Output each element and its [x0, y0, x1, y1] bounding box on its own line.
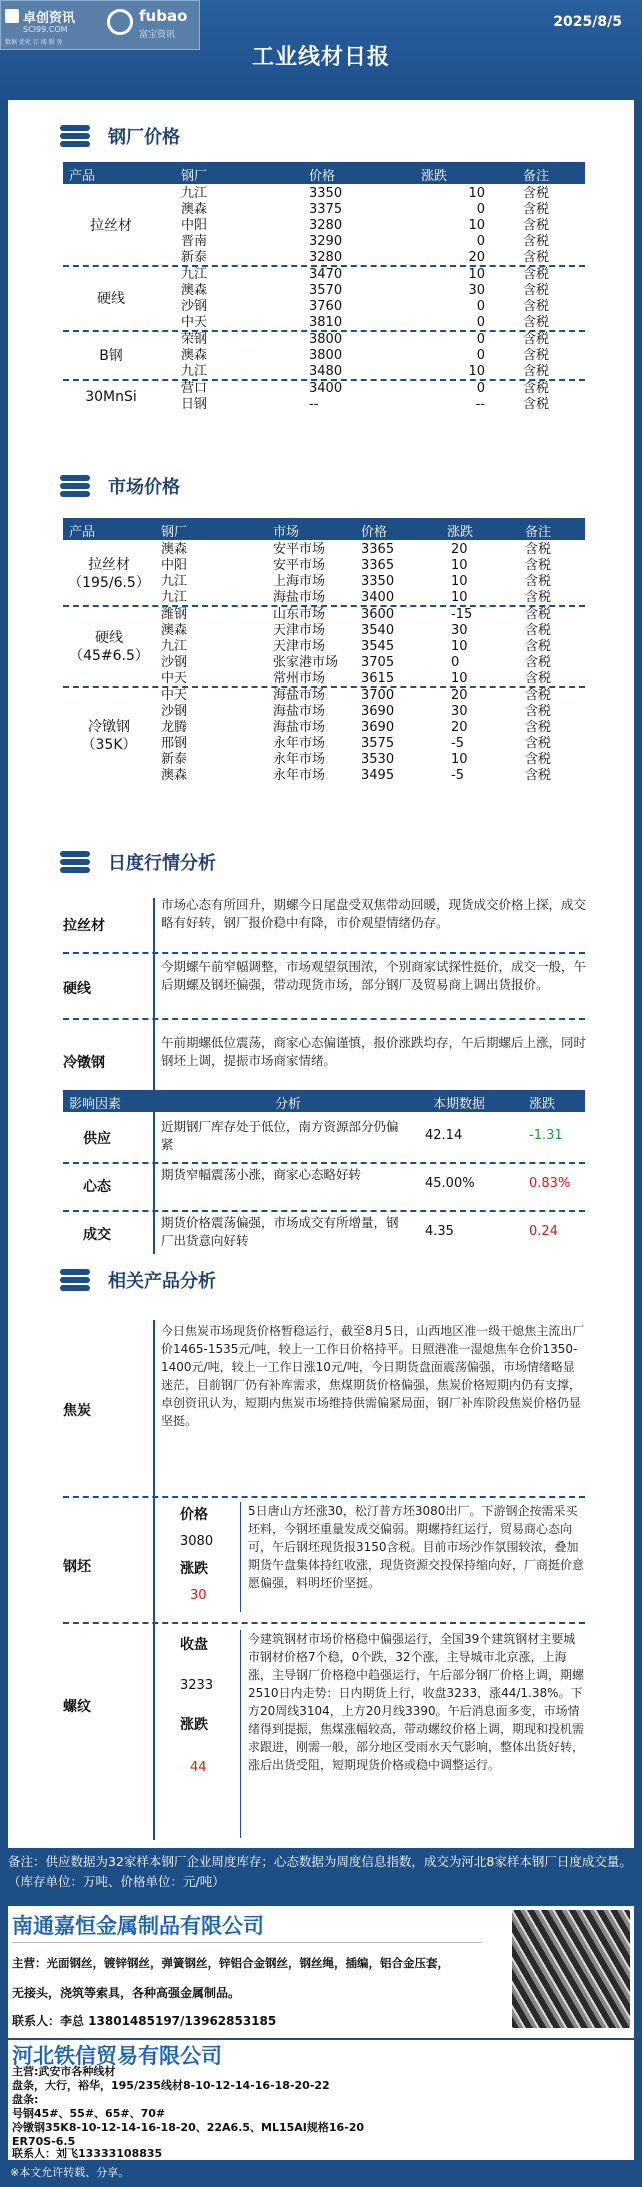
divider [240, 1630, 241, 1838]
market-name: 安平市场 [273, 542, 326, 557]
section-title: 相关产品分析 [108, 1271, 216, 1292]
note: 含税 [523, 332, 550, 347]
factor-row [63, 1116, 585, 1160]
mill-name: 营口 [181, 381, 208, 396]
mill-name: 九江 [161, 590, 188, 605]
price: 3690 [361, 720, 395, 735]
divider [153, 1320, 155, 1840]
market-name: 上海市场 [273, 574, 326, 589]
group-label [63, 556, 155, 592]
change: 20 [468, 250, 485, 265]
price: 3290 [309, 234, 343, 249]
mill-price-table [63, 162, 585, 454]
mill-name: 沙钢 [161, 655, 188, 670]
mill-name: 澳森 [161, 542, 188, 557]
price: 3700 [361, 688, 395, 703]
change: 10 [451, 752, 468, 767]
col-header: 涨跌 [421, 169, 448, 184]
analysis-text: 今期螺午前窄幅调整，市场观望氛围浓，个别商家试探性挺价，成交一般，午后期螺及钢坯偏强，带动现货市场，部分钢厂及贸易商上调出货报价。 [161, 959, 587, 992]
change: 10 [468, 267, 485, 282]
header [0, 0, 642, 100]
mill-name: 新泰 [161, 752, 188, 767]
table-row [63, 250, 585, 266]
factor-text: 期货窄幅震荡小涨，商家心态略好转 [161, 1167, 362, 1182]
price: 3810 [309, 315, 343, 330]
market-name: 永年市场 [273, 752, 326, 767]
coke-text: 今日焦炭市场现货价格暂稳运行，截至8月5日，山西地区准一级干熄焦主流出厂价1465-1535元/吨，较上一工作日价格持平。日照港准一湿熄焦车仓价1350-1400元/吨，较上一工作日涨10元/吨，今日期货盘面震荡偏强，市场情绪略显迷茫，目前钢厂仍有补库需求，焦煤期货价格偏强，焦炭价格短期内仍有支撑，卓创资讯认为，短期内焦炭市场维持供需偏紧局面，钢厂补库阶段焦炭价格仍显坚挺。 [161, 1324, 585, 1428]
change: 0 [476, 299, 485, 314]
group-label-spec: （195/6.5） [68, 575, 150, 591]
col-header: 市场 [273, 525, 300, 540]
col-header: 备注 [523, 169, 550, 184]
group-label-spec: （45#6.5） [69, 648, 149, 664]
product-label: 螺纹 [63, 1699, 91, 1715]
change: 10 [451, 671, 468, 686]
group-label-spec: （35K） [81, 737, 137, 753]
change: 10 [468, 186, 485, 201]
note: 含税 [523, 397, 550, 412]
group-label: 拉丝材 [90, 218, 132, 234]
stack-icon [60, 1265, 94, 1295]
mill-name: 潍钢 [161, 607, 188, 622]
note: 含税 [523, 267, 550, 282]
analysis-label: 冷镦钢 [63, 1055, 105, 1071]
analysis-label: 拉丝材 [63, 918, 105, 934]
divider [63, 1622, 585, 1624]
note: 含税 [525, 542, 552, 557]
section-related-products [60, 1260, 216, 1300]
price: 3470 [309, 267, 343, 282]
price: 3540 [361, 623, 395, 638]
factor-text: 近期钢厂库存处于低位，南方资源部分仍偏紧 [161, 1119, 399, 1152]
col-header: 产品 [69, 525, 96, 540]
price: 3705 [361, 655, 395, 670]
market-name: 安平市场 [273, 558, 326, 573]
note: 含税 [523, 348, 550, 363]
change: 10 [451, 639, 468, 654]
note: 含税 [525, 655, 552, 670]
section-title: 市场价格 [108, 477, 180, 498]
note: 含税 [523, 315, 550, 330]
note: 含税 [523, 202, 550, 217]
market-price-table [63, 518, 585, 830]
ad1-company: 南通嘉恒金属制品有限公司 [12, 1914, 264, 1938]
factor-table-header [63, 1090, 585, 1112]
stack-icon [60, 847, 94, 877]
ad2-line: 盘条，大行，裕华，195/235线材8-10-12-14-16-18-20-22 [12, 2079, 330, 2092]
change: -5 [451, 736, 464, 751]
rebar-price: 3233 [180, 1678, 214, 1693]
factor-value: 42.14 [425, 1128, 463, 1143]
factor-row [63, 1164, 585, 1208]
mill-name: 龙腾 [161, 720, 188, 735]
market-name: 海盐市场 [273, 688, 326, 703]
ad2-line: 号钢45#、55#、65#、70# [12, 2107, 166, 2120]
logo1-title: 卓创资讯 [23, 11, 76, 26]
section-title: 日度行情分析 [108, 853, 216, 874]
mill-name: 九江 [181, 364, 208, 379]
group-label-name: 冷镦钢 [88, 719, 130, 735]
rebar-price-label: 收盘 [180, 1637, 208, 1653]
price: 3800 [309, 332, 343, 347]
table-row [63, 590, 585, 606]
mill-name: 澳森 [161, 623, 188, 638]
section-market-price [60, 466, 180, 506]
mill-name: 中阳 [161, 558, 188, 573]
group-label: 硬线 [97, 291, 125, 307]
table-row [63, 186, 585, 202]
market-name: 永年市场 [273, 768, 326, 783]
price: 3375 [309, 202, 343, 217]
table-row [63, 267, 585, 283]
market-name: 山东市场 [273, 607, 326, 622]
factor-text: 期货价格震荡偏强，市场成交有所增量，钢厂出货意向好转 [161, 1215, 399, 1248]
price: 3575 [361, 736, 395, 751]
billet-price: 3080 [180, 1534, 214, 1549]
change: 0 [476, 332, 485, 347]
footer: ※本文允许转载、分享。 [10, 2166, 130, 2179]
ad1-line: 主营：光面钢丝，镀锌钢丝，弹簧钢丝，锌铝合金钢丝，钢丝绳，插编，铝合金压套， [12, 1956, 449, 1970]
col-header: 价格 [309, 169, 336, 184]
mill-name: 荣钢 [181, 332, 208, 347]
price: 3280 [309, 250, 343, 265]
mill-name: 沙钢 [161, 704, 188, 719]
price: 3400 [361, 590, 395, 605]
col-header: 影响因素 [69, 1097, 122, 1112]
ad1-line: 联系人：李总 13801485197/13962853185 [12, 2014, 277, 2028]
note: 含税 [523, 364, 550, 379]
group-label-name: 拉丝材 [88, 557, 130, 573]
market-name: 海盐市场 [273, 704, 326, 719]
change: 10 [451, 574, 468, 589]
note: 含税 [525, 736, 552, 751]
section-daily-analysis [60, 842, 216, 882]
note: 含税 [525, 720, 552, 735]
mill-name: 中天 [161, 688, 188, 703]
col-header: 分析 [275, 1097, 302, 1112]
col-header: 钢厂 [181, 169, 208, 184]
mill-name: 日钢 [181, 397, 208, 412]
col-header: 价格 [361, 525, 388, 540]
ad2-line: 联系人：刘飞13333108835 [12, 2147, 163, 2160]
change: -15 [451, 607, 473, 622]
col-header: 产品 [69, 169, 96, 184]
mill-name: 九江 [161, 574, 188, 589]
table-row [63, 768, 585, 784]
price: 3545 [361, 639, 395, 654]
price: 3350 [361, 574, 395, 589]
billet-text: 5日唐山方坯涨30，松汀普方坯3080出厂。下游钢企按需采买坯料，今钢坯重量发成交偏弱。期螺持红运行，贸易商心态向可，午后钢坯现货报3150含税。目前市场沙作氛围较浓，叠加期货午盘集体持红收涨，现货资源交投保持缩向好，厂商挺价意愿偏强，料明坯价坚挺。 [248, 1504, 585, 1590]
ad2-line: 主营:武安市各种线材 [12, 2065, 116, 2078]
price: 3800 [309, 348, 343, 363]
change: 0 [476, 348, 485, 363]
table-row [63, 752, 585, 768]
change: 10 [468, 364, 485, 379]
logo1-sub: SCI99.COM [23, 25, 68, 34]
market-name: 张家港市场 [273, 655, 339, 670]
billet-change-label: 涨跌 [180, 1561, 208, 1577]
analysis-label: 硬线 [63, 981, 91, 997]
mill-name: 澳森 [181, 283, 208, 298]
change: 0 [476, 234, 485, 249]
price: 3570 [309, 283, 343, 298]
note: 含税 [525, 639, 552, 654]
col-header: 钢厂 [161, 525, 188, 540]
note: 含税 [523, 299, 550, 314]
divider [63, 1496, 585, 1498]
table-row [63, 332, 585, 348]
mill-name: 中天 [181, 315, 208, 330]
change: 30 [451, 704, 468, 719]
ad-banner-2 [8, 2040, 634, 2160]
table-row [63, 315, 585, 331]
factor-value: 45.00% [425, 1176, 475, 1191]
divider [63, 952, 585, 954]
mill-name: 九江 [181, 186, 208, 201]
mill-name: 澳森 [181, 202, 208, 217]
note: 含税 [525, 590, 552, 605]
col-header: 备注 [525, 525, 552, 540]
mill-name: 中阳 [181, 218, 208, 233]
price: 3530 [361, 752, 395, 767]
table-header [63, 518, 585, 540]
section-title: 钢厂价格 [108, 127, 180, 148]
group-label: 30MnSi [85, 389, 137, 405]
change: 0 [476, 202, 485, 217]
stack-icon [60, 121, 94, 151]
note: 含税 [523, 234, 550, 249]
report-date: 2025/8/5 [553, 14, 622, 30]
market-name: 永年市场 [273, 736, 326, 751]
change: 10 [451, 558, 468, 573]
factor-change: 0.24 [529, 1224, 558, 1239]
analysis-text: 市场心态有所回升，期螺今日尾盘受双焦带动回暖，现货成交价格上探，成交略有好转，钢厂报价稳中有降，市价观望情绪仍存。 [161, 897, 587, 930]
change: 20 [451, 688, 468, 703]
note: 含税 [525, 558, 552, 573]
sci99-logo-icon [5, 9, 19, 23]
change: 20 [451, 720, 468, 735]
price: 3280 [309, 218, 343, 233]
product-label: 焦炭 [63, 1403, 91, 1419]
note: 含税 [525, 752, 552, 767]
price: 3615 [361, 671, 395, 686]
table-row [63, 671, 585, 687]
table-header [63, 162, 585, 184]
table-row [63, 688, 585, 704]
logo1-tag: 数据 优化 订 阅 服 务 [5, 39, 63, 46]
market-name: 海盐市场 [273, 590, 326, 605]
billet-price-label: 价格 [180, 1507, 208, 1523]
price: 3760 [309, 299, 343, 314]
note: 含税 [523, 283, 550, 298]
group-label [63, 718, 155, 754]
change: 10 [468, 218, 485, 233]
market-name: 天津市场 [273, 623, 326, 638]
table-row [63, 234, 585, 250]
product-label: 钢坯 [63, 1559, 91, 1575]
logo2-sub: 富宝资讯 [139, 30, 176, 40]
factor-name: 心态 [83, 1179, 111, 1195]
group-label-name: 硬线 [95, 630, 123, 646]
mill-name: 新泰 [181, 250, 208, 265]
factor-name: 成交 [83, 1227, 111, 1243]
divider [12, 1942, 482, 1943]
col-header: 本期数据 [433, 1097, 486, 1112]
note: 含税 [525, 688, 552, 703]
note: 含税 [523, 381, 550, 396]
divider [63, 1018, 585, 1020]
note: 含税 [523, 186, 550, 201]
billet-change: 30 [190, 1588, 207, 1603]
mill-name: 沙钢 [181, 299, 208, 314]
mill-name: 邢钢 [161, 736, 188, 751]
change: 0 [476, 381, 485, 396]
change: 20 [451, 542, 468, 557]
note: 含税 [525, 574, 552, 589]
rebar-change: 44 [190, 1760, 207, 1775]
group-label [63, 629, 155, 665]
section-mill-price [60, 116, 180, 156]
market-name: 天津市场 [273, 639, 326, 654]
factor-value: 4.35 [425, 1224, 454, 1239]
col-header: 涨跌 [447, 525, 474, 540]
price: 3690 [361, 704, 395, 719]
logo2-title: fubao [139, 7, 188, 25]
factor-row [63, 1212, 585, 1256]
main-panel [8, 100, 634, 1848]
rebar-change-label: 涨跌 [180, 1717, 208, 1733]
note: 含税 [525, 671, 552, 686]
mill-name: 九江 [161, 639, 188, 654]
price: 3495 [361, 768, 395, 783]
page-title: 工业线材日报 [251, 45, 390, 70]
mill-name: 澳森 [181, 348, 208, 363]
change: 0 [476, 315, 485, 330]
factor-change: 0.83% [529, 1176, 571, 1191]
mill-name: 澳森 [161, 768, 188, 783]
ad2-line: 冷镦钢35K8-10-12-14-16-18-20、22A6.5、ML15AI规格16-20 [12, 2121, 365, 2134]
fubao-logo-icon [107, 9, 133, 35]
note: 含税 [525, 623, 552, 638]
note: 含税 [523, 218, 550, 233]
analysis-text: 午前期螺低位震荡，商家心态偏谨慎，报价涨跌均存，午后期螺后上涨，同时钢坯上调，提振市场商家情绪。 [161, 1035, 587, 1068]
col-header: 涨跌 [529, 1097, 556, 1112]
divider [240, 1502, 241, 1612]
mill-name: 晋南 [181, 234, 208, 249]
ad2-line: 盘条: [12, 2093, 39, 2106]
market-name: 常州市场 [273, 671, 326, 686]
price: 3400 [309, 381, 343, 396]
mill-name: 九江 [181, 267, 208, 282]
price: 3350 [309, 186, 343, 201]
price: 3365 [361, 542, 395, 557]
change: 10 [451, 590, 468, 605]
table-row [63, 607, 585, 623]
change: -- [475, 397, 485, 412]
ad-banner-1 [8, 1906, 634, 2038]
price: 3480 [309, 364, 343, 379]
footnote: 备注：供应数据为32家样本钢厂企业周度库存；心态数据为周度信息指数，成交为河北8家样本钢厂日度成交量。（库存单位：万吨、价格单位：元/吨） [8, 1854, 632, 1889]
note: 含税 [525, 768, 552, 783]
price: 3600 [361, 607, 395, 622]
wire-rope-image [512, 1910, 630, 2028]
mill-name: 中天 [161, 671, 188, 686]
price: -- [309, 397, 319, 412]
table-row [63, 364, 585, 380]
change: 30 [468, 283, 485, 298]
ad2-line: ER70S-6.5 [12, 2135, 76, 2148]
change: 30 [451, 623, 468, 638]
note: 含税 [523, 250, 550, 265]
price: 3365 [361, 558, 395, 573]
table-row [63, 202, 585, 218]
ad1-line: 无接头，浇筑等索具，各种高强金属制品。 [12, 1986, 241, 2000]
rebar-text: 今建筑钢材市场价格稳中偏强运行，全国39个建筑钢材主要城市钢材价格7个稳，0个跌，32个涨，主导城市北京涨，上海涨，主导钢厂价格稳中趋强运行，午后部分钢厂价格上调，期螺2510日内走势：日内期货上行，收盘3233，涨44/1.38%。下方20周线3104，上方20月线3390。午后消息面多变，市场情绪得到提振，焦煤涨幅较高，带动螺纹价格上调，期现和投机需求跟进，刚需一般，部分地区受雨水天气影响，整体出货好转，涨后出货受阻，短期现货价格或稳中调整运行。 [248, 1632, 585, 1772]
change: -5 [451, 768, 464, 783]
note: 含税 [525, 704, 552, 719]
group-label: B钢 [99, 348, 123, 364]
note: 含税 [525, 607, 552, 622]
factor-name: 供应 [83, 1131, 111, 1147]
ad2-company: 河北铁信贸易有限公司 [12, 2044, 222, 2068]
factor-change: -1.31 [529, 1128, 563, 1143]
stack-icon [60, 471, 94, 501]
market-name: 海盐市场 [273, 720, 326, 735]
change: 0 [451, 655, 460, 670]
